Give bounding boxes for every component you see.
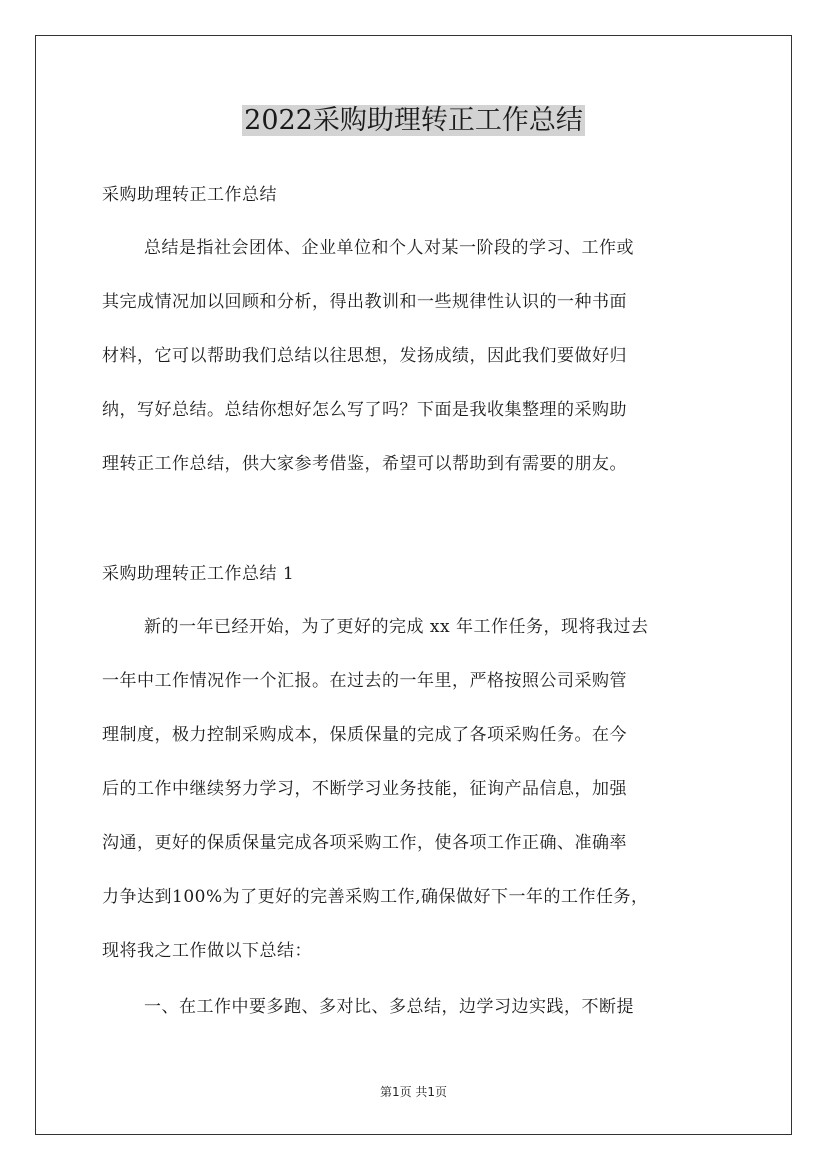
section-line: 现将我之工作做以下总结： bbox=[102, 941, 312, 961]
document-title-text: 2022采购助理转正工作总结 bbox=[244, 105, 583, 136]
intro-line: 理转正工作总结，供大家参考借鉴，希望可以帮助到有需要的朋友。 bbox=[102, 454, 627, 474]
intro-line: 其完成情况加以回顾和分析，得出教训和一些规律性认识的一种书面 bbox=[102, 292, 627, 312]
intro-line: 纳，写好总结。总结你想好怎么写了吗？下面是我收集整理的采购助 bbox=[102, 400, 627, 420]
page-footer: 第1页 共1页 bbox=[379, 1085, 448, 1099]
section-line: 沟通，更好的保质保量完成各项采购工作，使各项工作正确、准确率 bbox=[102, 833, 627, 853]
document-subtitle: 采购助理转正工作总结 bbox=[102, 185, 277, 205]
section-line: 理制度，极力控制采购成本，保质保量的完成了各项采购任务。在今 bbox=[102, 725, 627, 745]
intro-line: 材料，它可以帮助我们总结以往思想，发扬成绩，因此我们要做好归 bbox=[102, 346, 627, 366]
section-line: 一年中工作情况作一个汇报。在过去的一年里，严格按照公司采购管 bbox=[102, 671, 627, 691]
intro-line: 总结是指社会团体、企业单位和个人对某一阶段的学习、工作或 bbox=[144, 238, 634, 258]
section-line: 后的工作中继续努力学习，不断学习业务技能，征询产品信息，加强 bbox=[102, 779, 627, 799]
section-line: 新的一年已经开始，为了更好的完成 xx 年工作任务，现将我过去 bbox=[144, 617, 649, 637]
point-line: 一、在工作中要多跑、多对比、多总结，边学习边实践，不断提 bbox=[144, 997, 634, 1017]
section-line: 力争达到100%为了更好的完善采购工作,确保做好下一年的工作任务， bbox=[102, 887, 649, 907]
section-heading: 采购助理转正工作总结 1 bbox=[102, 564, 295, 584]
document-title bbox=[0, 103, 827, 139]
